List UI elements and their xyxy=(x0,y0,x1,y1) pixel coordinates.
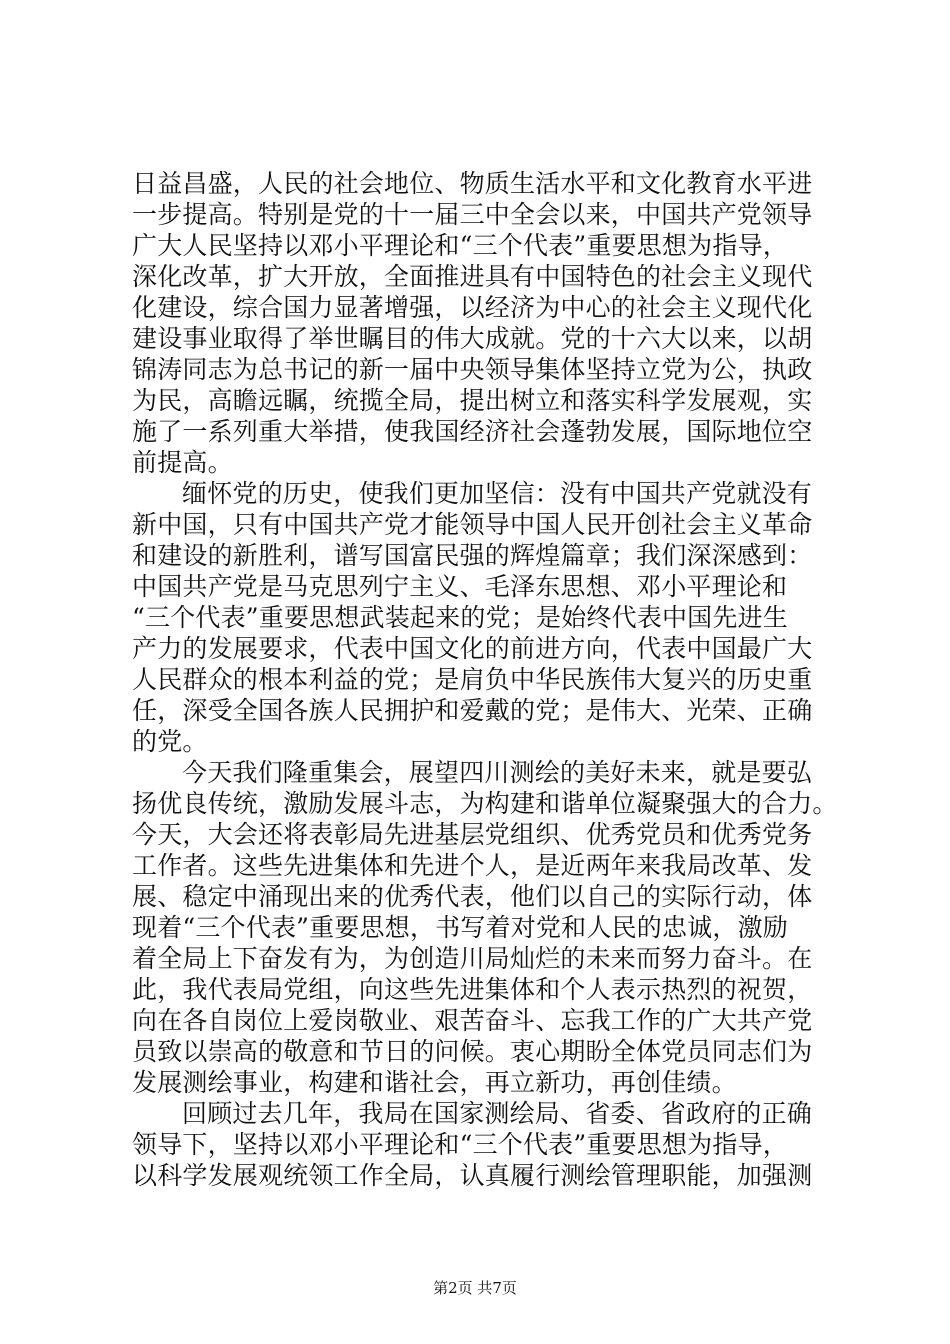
text-line: 扬优良传统，激励发展斗志，为构建和谐单位凝聚强大的合力。 xyxy=(132,789,838,818)
paragraph-first-line: 回顾过去几年，我局在国家测绘局、省委、省政府的正确 xyxy=(182,1099,813,1128)
paragraph-first-line: 缅怀党的历史，使我们更加坚信：没有中国共产党就没有 xyxy=(182,479,813,508)
text-line: 发展测绘事业，构建和谐社会，再立新功，再创佳绩。 xyxy=(132,1068,737,1097)
text-line: 一步提高。特别是党的十一届三中全会以来，中国共产党领导 xyxy=(132,200,813,229)
text-line: 锦涛同志为总书记的新一届中央领导集体坚持立党为公，执政 xyxy=(132,355,813,384)
text-line: 为民，高瞻远瞩，统揽全局，提出树立和落实科学发展观，实 xyxy=(132,386,813,415)
text-line: 领导下，坚持以邓小平理论和“三个代表”重要思想为指导， xyxy=(132,1130,788,1159)
text-line: 广大人民坚持以邓小平理论和“三个代表”重要思想为指导， xyxy=(132,231,788,260)
text-line: 中国共产党是马克思列宁主义、毛泽东思想、邓小平理论和 xyxy=(132,572,788,601)
text-line: 以科学发展观统领工作全局，认真履行测绘管理职能，加强测 xyxy=(132,1161,813,1190)
text-line: 现着“三个代表”重要思想，书写着对党和人民的忠诚，激励 xyxy=(132,913,788,942)
text-line: 展、稳定中涌现出来的优秀代表，他们以自己的实际行动，体 xyxy=(132,882,813,911)
text-line: 化建设，综合国力显著增强，以经济为中心的社会主义现代化 xyxy=(132,293,813,322)
text-line: 员致以崇高的敬意和节日的问候。衷心期盼全体党员同志们为 xyxy=(132,1037,813,1066)
text-line: “三个代表”重要思想武装起来的党；是始终代表中国先进生 xyxy=(132,603,788,632)
text-line: 向在各自岗位上爱岗敬业、艰苦奋斗、忘我工作的广大共产党 xyxy=(132,1006,813,1035)
text-line: 施了一系列重大举措，使我国经济社会蓬勃发展，国际地位空 xyxy=(132,417,813,446)
text-line: 前提高。 xyxy=(132,448,233,477)
text-line: 新中国，只有中国共产党才能领导中国人民开创社会主义革命 xyxy=(132,510,813,539)
page-footer: 第2页 共7页 xyxy=(433,1279,517,1297)
paragraph-first-line: 今天我们隆重集会，展望四川测绘的美好未来，就是要弘 xyxy=(182,758,813,787)
text-line: 的党。 xyxy=(132,727,208,756)
text-line: 日益昌盛，人民的社会地位、物质生活水平和文化教育水平进 xyxy=(132,169,813,198)
document-body xyxy=(132,168,838,1191)
text-line: 此，我代表局党组，向这些先进集体和个人表示热烈的祝贺， xyxy=(132,975,813,1004)
text-line: 工作者。这些先进集体和先进个人，是近两年来我局改革、发 xyxy=(132,851,813,880)
text-line: 产力的发展要求，代表中国文化的前进方向，代表中国最广大 xyxy=(132,634,813,663)
text-line: 今天，大会还将表彰局先进基层党组织、优秀党员和优秀党务 xyxy=(132,820,813,849)
text-line: 建设事业取得了举世瞩目的伟大成就。党的十六大以来，以胡 xyxy=(132,324,813,353)
text-line: 着全局上下奋发有为，为创造川局灿烂的未来而努力奋斗。在 xyxy=(132,944,813,973)
text-line: 深化改革，扩大开放，全面推进具有中国特色的社会主义现代 xyxy=(132,262,813,291)
text-line: 人民群众的根本利益的党；是肩负中华民族伟大复兴的历史重 xyxy=(132,665,813,694)
text-line: 任，深受全国各族人民拥护和爱戴的党；是伟大、光荣、正确 xyxy=(132,696,813,725)
text-line: 和建设的新胜利，谱写国富民强的辉煌篇章；我们深深感到： xyxy=(132,541,813,570)
